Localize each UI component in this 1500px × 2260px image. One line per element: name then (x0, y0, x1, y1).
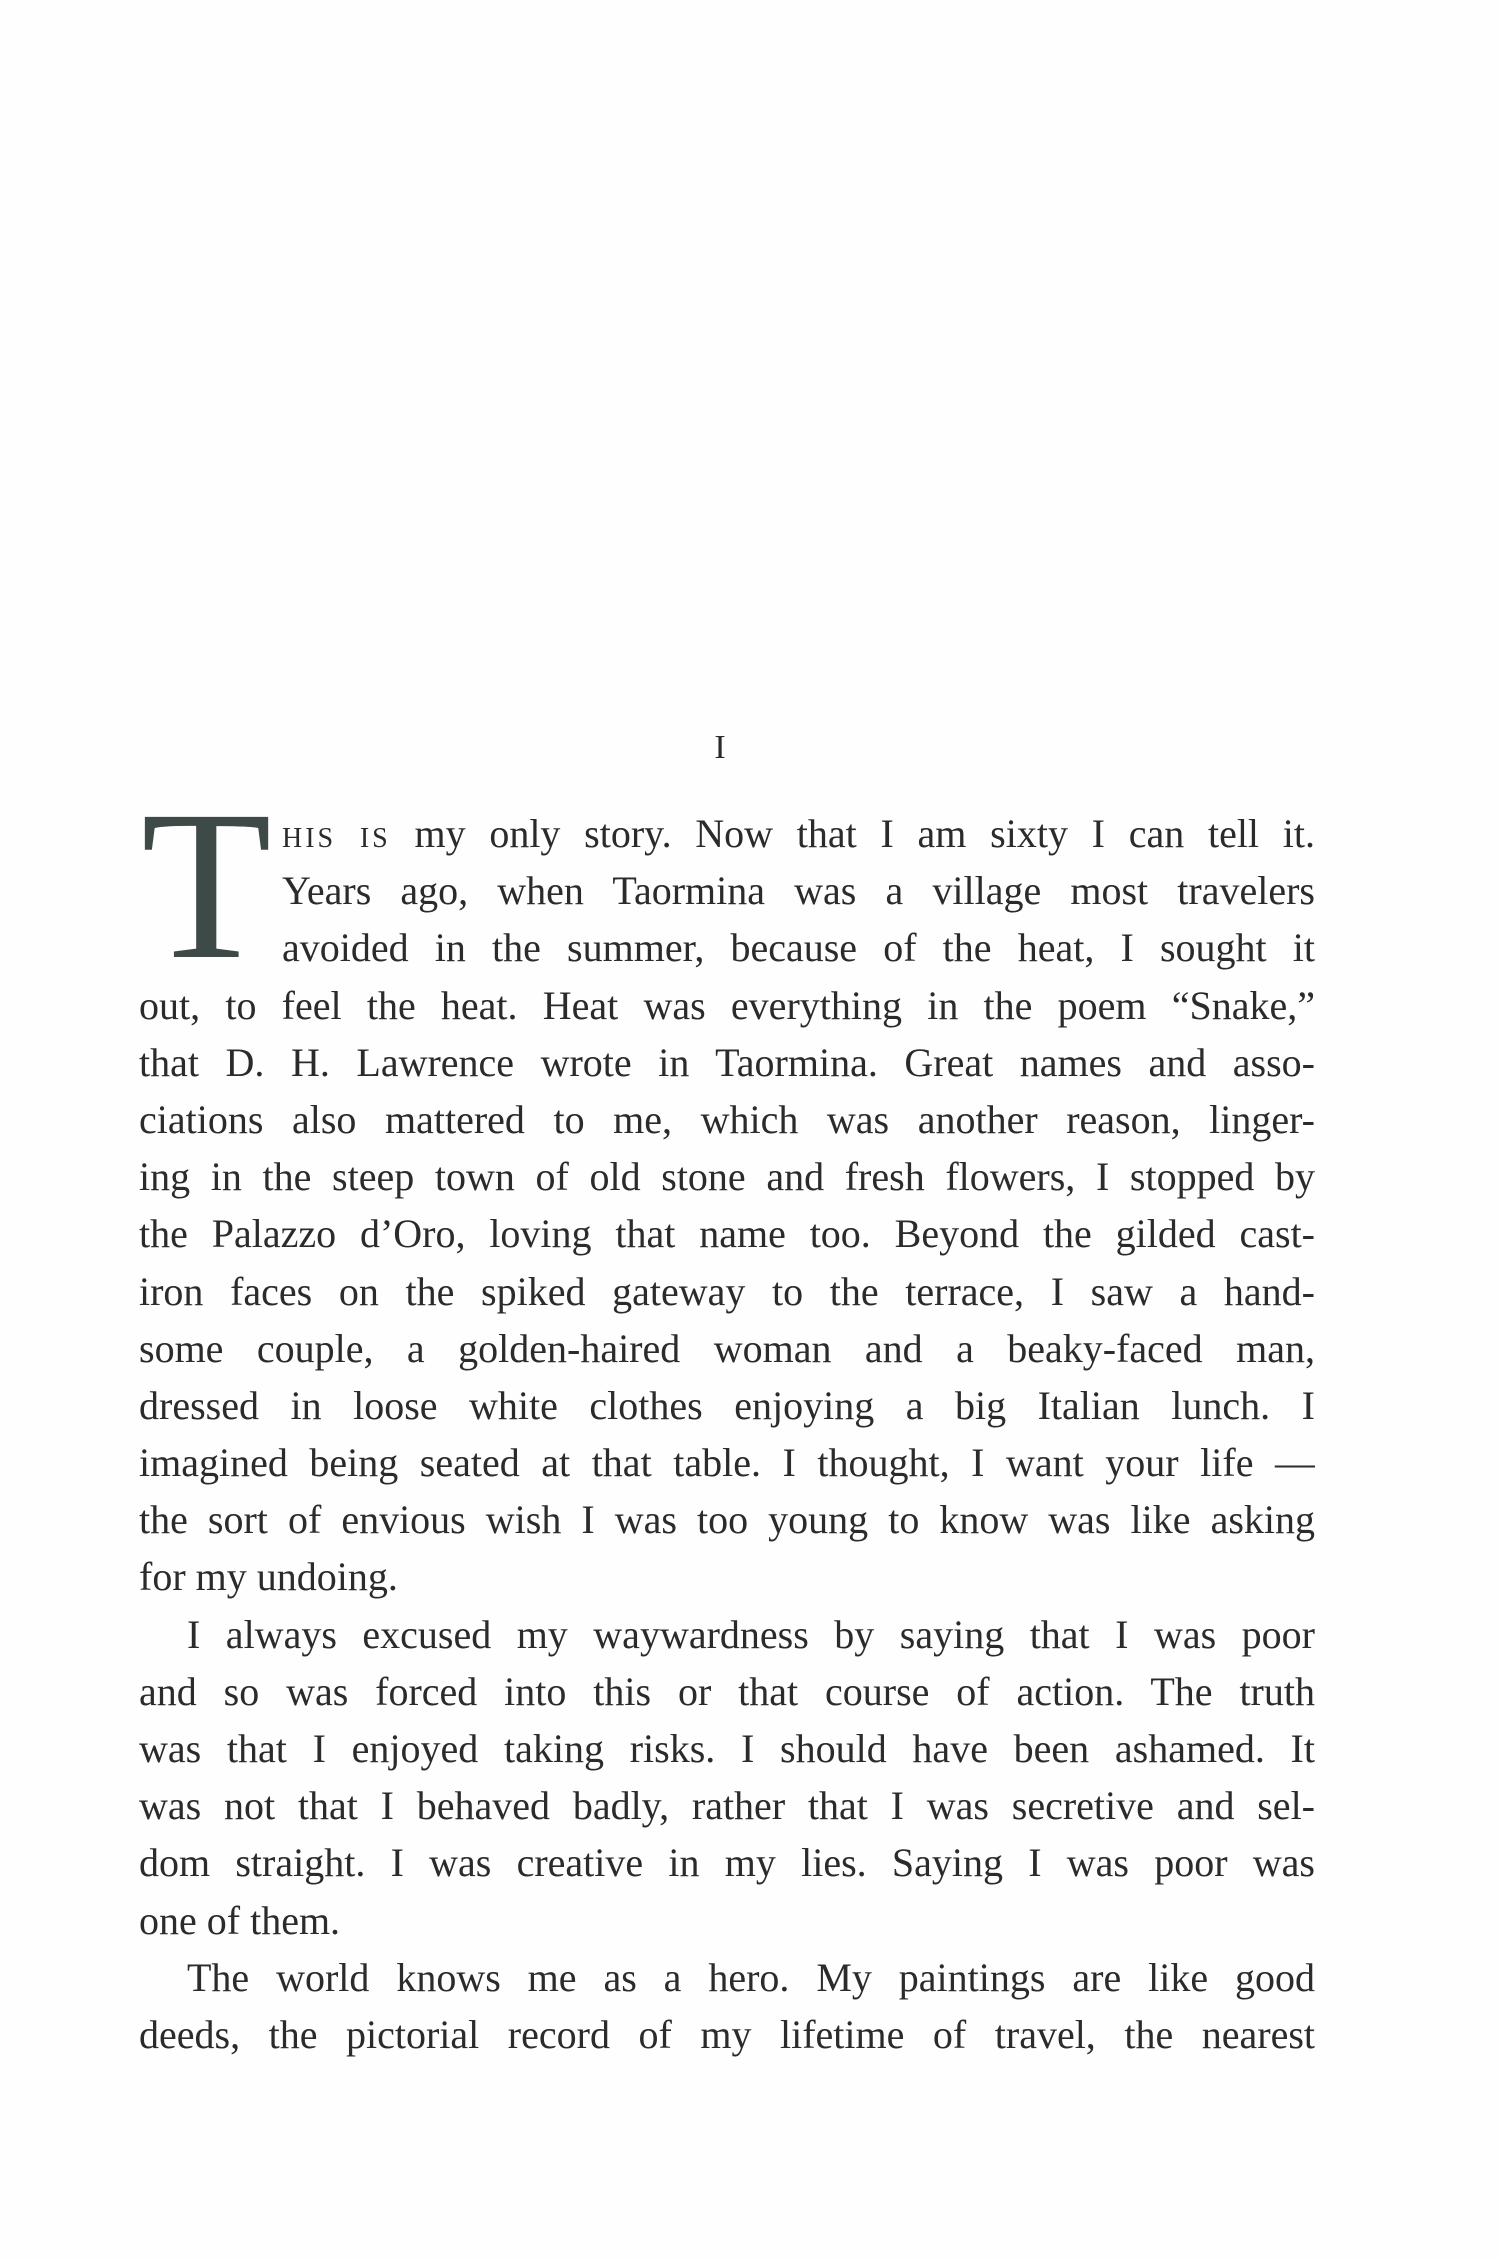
text-line-5: that D. H. Lawrence wrote in Taormina. Great names and asso- (139, 1039, 1315, 1085)
text-line-8: the Palazzo d’Oro, loving that name too. Beyond the gilded cast- (139, 1211, 1315, 1257)
chapter-text (139, 805, 1315, 2063)
text-line-4: out, to feel the heat. Heat was everything in the poem “Snake,” (139, 982, 1315, 1028)
opening-small-caps: HIS IS (282, 823, 391, 854)
text-line-1 (139, 805, 1315, 862)
text-line-6: ciations also mattered to me, which was another reason, linger- (139, 1096, 1315, 1142)
text-line-10: some couple, a golden-haired woman and a beaky-faced man, (139, 1325, 1315, 1371)
text-line-2: Years ago, when Taormina was a village most travelers (282, 868, 1315, 914)
drop-cap: T (141, 767, 272, 1004)
text-line-18: was not that I behaved badly, rather that I was secretive and sel- (139, 1783, 1315, 1829)
opening-rest: my only story. Now that I am sixty I can tell it. (390, 811, 1315, 856)
chapter-number: I (714, 729, 726, 766)
text-line-13: the sort of envious wish I was too young to know was like asking (139, 1497, 1315, 1543)
text-line-9: iron faces on the spiked gateway to the terrace, I saw a hand- (139, 1268, 1315, 1314)
text-line-20: one of them. (139, 1897, 341, 1943)
text-line-12: imagined being seated at that table. I thought, I want your life — (139, 1440, 1315, 1486)
text-line-11: dressed in loose white clothes enjoying a big Italian lunch. I (139, 1382, 1315, 1428)
text-line-15: I always excused my waywardness by saying that I was poor (187, 1611, 1315, 1657)
text-line-21: The world knows me as a hero. My paintings are like good (187, 1954, 1315, 2000)
text-line-7: ing in the steep town of old stone and fresh flowers, I stopped by (139, 1154, 1315, 1200)
text-line-3: avoided in the summer, because of the heat, I sought it (282, 925, 1315, 971)
text-line-22: deeds, the pictorial record of my lifetime of travel, the nearest (139, 2011, 1315, 2057)
text-line-19: dom straight. I was creative in my lies. Saying I was poor was (139, 1840, 1315, 1886)
text-line-14: for my undoing. (139, 1554, 398, 1600)
text-line-17: was that I enjoyed taking risks. I should have been ashamed. It (139, 1726, 1315, 1771)
text-line-16: and so was forced into this or that course of action. The truth (139, 1668, 1315, 1714)
